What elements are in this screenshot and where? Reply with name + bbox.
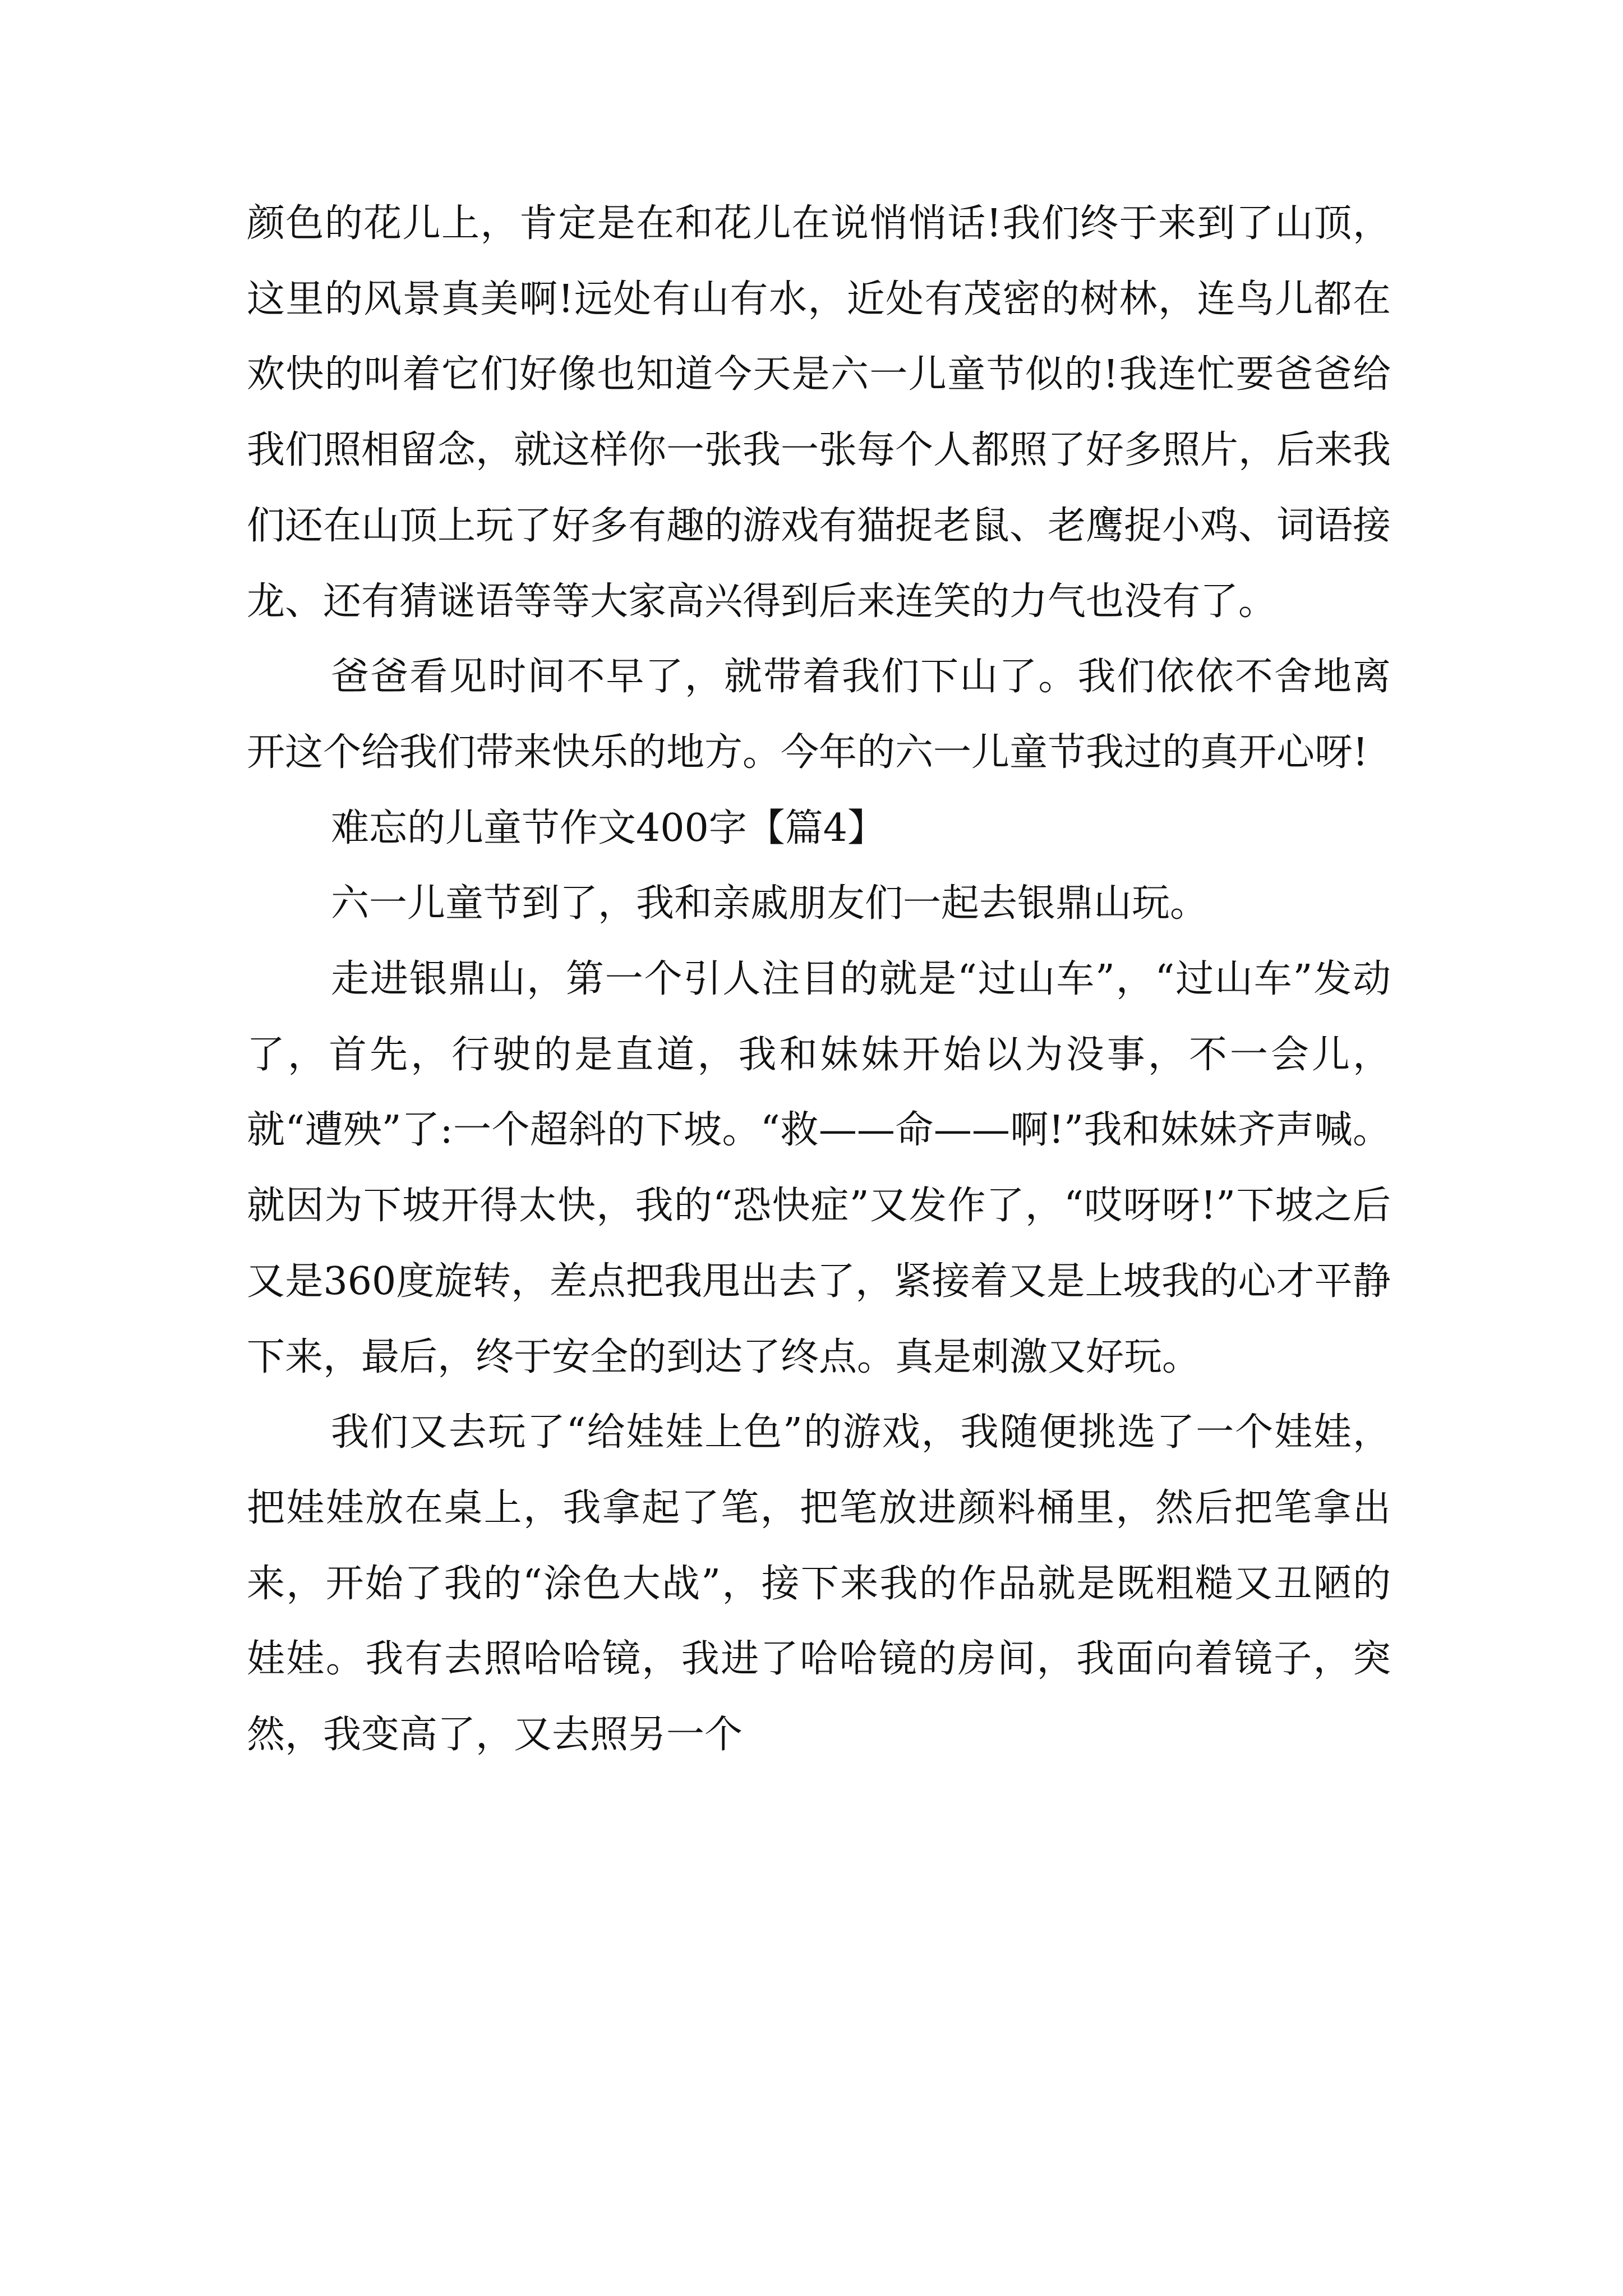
paragraph-doll-painting: 我们又去玩了“给娃娃上色”的游戏，我随便挑选了一个娃娃，把娃娃放在桌上，我拿起了笔，把笔放进颜料桶里，然后把笔拿出来，开始了我的“涂色大战”，接下来我的作品就是既粗糙又丑陋的娃娃。我有去照哈哈镜，我进了哈哈镜的房间，我面向着镜子，突然，我变高了，又去照另一个 — [247, 1410, 1391, 1757]
paragraph-continuation: 颜色的花儿上，肯定是在和花儿在说悄悄话!我们终于来到了山顶，这里的风景真美啊!远处有山有水，近处有茂密的树林，连鸟儿都在欢快的叫着它们好像也知道今天是六一儿童节似的!我连忙要爸爸给我们照相留念，就这样你一张我一张每个人都照了好多照片，后来我们还在山顶上玩了好多有趣的游戏有猫捉老鼠、老鹰捉小鸡、词语接龙、还有猜谜语等等大家高兴得到后来连笑的力气也没有了。 — [247, 201, 1391, 624]
paragraph-roller-coaster: 走进银鼎山，第一个引人注目的就是“过山车”，“过山车”发动了，首先，行驶的是直道，我和妹妹开始以为没事，不一会儿，就“遭殃”了:一个超斜的下坡。“救——命——啊!”我和妹妹齐声喊。就因为下坡开得太快，我的“恐快症”又发作了，“哎呀呀!”下坡之后又是360度旋转，差点把我甩出去了，紧接着又是上坡我的心才平静下来，最后，终于安全的到达了终点。真是刺激又好玩。 — [247, 957, 1391, 1379]
essay-section-title: 难忘的儿童节作文400字【篇4】 — [331, 806, 886, 850]
paragraph-intro: 六一儿童节到了，我和亲戚朋友们一起去银鼎山玩。 — [331, 881, 1209, 926]
paragraph-leaving-mountain: 爸爸看见时间不早了，就带着我们下山了。我们依依不舍地离开这个给我们带来快乐的地方。今年的六一儿童节我过的真开心呀! — [247, 655, 1391, 775]
essay-body — [247, 186, 1391, 1773]
